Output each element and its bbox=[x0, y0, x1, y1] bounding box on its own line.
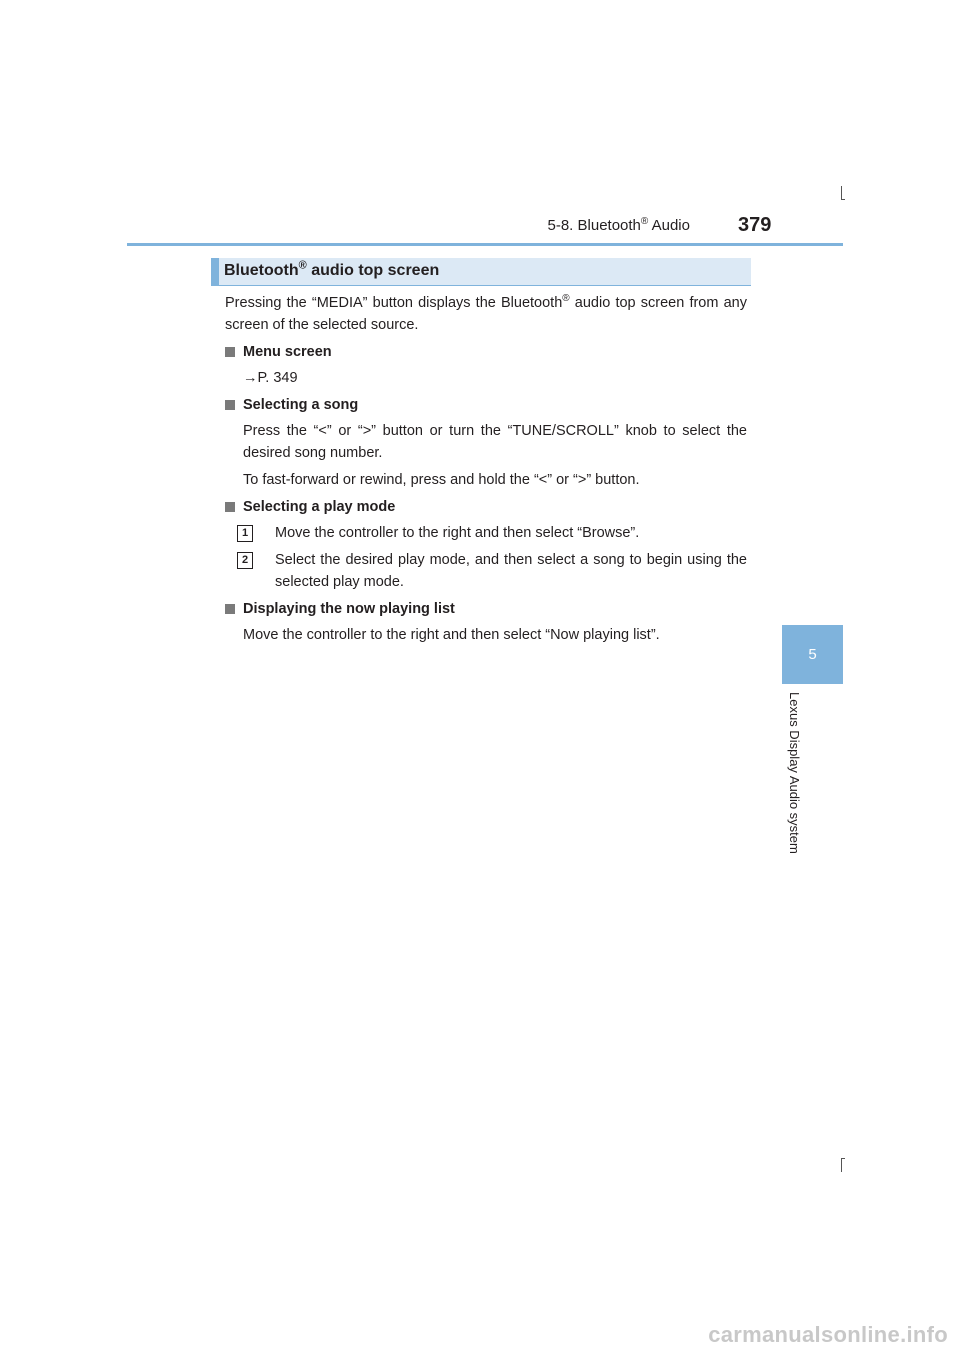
subheading-menu-screen bbox=[225, 341, 747, 363]
page-number: 379 bbox=[738, 214, 772, 236]
body-text: To fast-forward or rewind, press and hold the “<” or “>” button. bbox=[243, 472, 640, 488]
step-item bbox=[225, 549, 747, 593]
step-number-badge: 2 bbox=[237, 552, 253, 569]
chapter-title: Lexus Display Audio system bbox=[787, 692, 802, 854]
step-item bbox=[225, 522, 747, 544]
step-number-badge: 1 bbox=[237, 525, 253, 542]
subheading-text: Selecting a play mode bbox=[243, 499, 396, 515]
registered-mark: ® bbox=[640, 216, 649, 227]
square-bullet-icon bbox=[225, 400, 235, 410]
page-reference-text: P. 349 bbox=[257, 370, 298, 386]
subheading-now-playing bbox=[225, 598, 747, 620]
running-head bbox=[0, 216, 690, 234]
section-content bbox=[225, 292, 747, 651]
square-bullet-icon bbox=[225, 347, 235, 357]
intro-text-part2: audio top screen from any screen of the selected source. bbox=[225, 295, 747, 333]
chapter-tab bbox=[782, 625, 843, 684]
crop-mark-bottom bbox=[841, 1158, 842, 1172]
subheading-selecting-song bbox=[225, 394, 747, 416]
intro-paragraph bbox=[225, 292, 747, 336]
step-text: Select the desired play mode, and then select a song to begin using the selected play mode. bbox=[275, 552, 747, 590]
section-title-main: Bluetooth bbox=[224, 262, 299, 279]
body-text: Move the controller to the right and then select “Now playing list”. bbox=[243, 627, 660, 643]
body-text: Press the “<” or “>” button or turn the “TUNE/SCROLL” knob to select the desired song number. bbox=[243, 423, 747, 461]
intro-text-part1: Pressing the “MEDIA” button displays the Bluetooth bbox=[225, 295, 563, 311]
subheading-text: Displaying the now playing list bbox=[243, 601, 455, 617]
registered-mark: ® bbox=[298, 259, 307, 272]
subheading-play-mode bbox=[225, 496, 747, 518]
watermark: carmanualsonline.info bbox=[708, 1322, 948, 1347]
square-bullet-icon bbox=[225, 502, 235, 512]
chapter-number: 5 bbox=[808, 646, 817, 663]
subheading-text: Menu screen bbox=[243, 344, 332, 360]
section-title-tail: audio top screen bbox=[306, 262, 440, 279]
registered-mark: ® bbox=[562, 293, 570, 305]
running-head-tail: Audio bbox=[648, 217, 690, 234]
running-head-main: 5-8. Bluetooth bbox=[547, 217, 641, 234]
page-reference[interactable] bbox=[225, 367, 747, 389]
header-rule bbox=[127, 243, 843, 246]
arrow-right-icon: → bbox=[243, 370, 258, 386]
subheading-text: Selecting a song bbox=[243, 397, 359, 413]
crop-mark-top bbox=[841, 186, 842, 200]
square-bullet-icon bbox=[225, 604, 235, 614]
step-text: Move the controller to the right and then select “Browse”. bbox=[275, 525, 640, 541]
section-heading bbox=[211, 258, 751, 286]
